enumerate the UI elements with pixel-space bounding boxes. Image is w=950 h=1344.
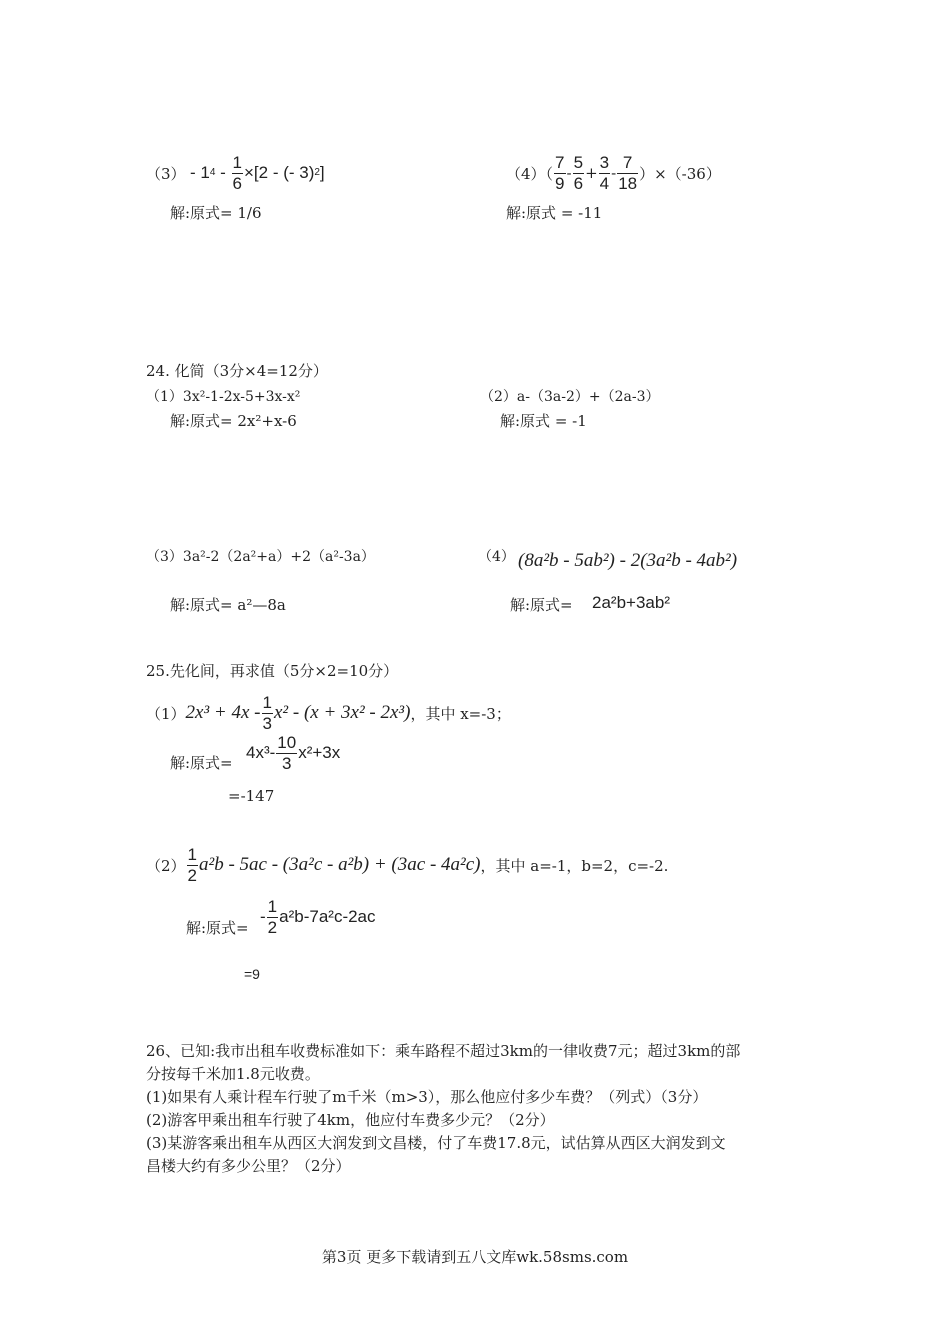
q25-p2-label: （2） — [146, 856, 186, 875]
q23-p3-label: （3） — [146, 165, 186, 183]
q24-p2-label: （2）a-（3a-2）+（2a-3） — [480, 389, 660, 405]
q24-p3-answer: 解:原式= a²—8a — [170, 596, 286, 614]
q25-p1-answer-prefix: 解:原式= — [170, 754, 233, 772]
q23-p4-frac-3: $\frac{3}{4}$ — [599, 152, 610, 193]
q24-p4-label: （4） — [478, 549, 515, 565]
q24-p1-label: （1）3x²-1-2x-5+3x-x² — [146, 389, 301, 405]
q23-p3-expression: - 1 4 - $\frac{1}{6}$ ×[2 - (- 3) 2 ] — [190, 152, 325, 193]
q25-title: 25.先化间，再求值（5分×2=10分） — [146, 662, 399, 680]
q25-p1-label: （1） — [146, 704, 186, 723]
q26-line-1: 26、已知:我市出租车收费标准如下：乘车路程不超过3km的一律收费7元；超过3km的部 — [146, 1042, 741, 1060]
q26-line-3: (1)如果有人乘计程车行驶了m千米（m>3），那么他应付多少车费？（列式）（3分） — [146, 1088, 708, 1106]
q25-p1-answer: 4x³- $\frac{10}{3}$ x²+3x — [246, 732, 341, 773]
q25-p1-result: =-147 — [228, 787, 275, 805]
q26-line-5: (3)某游客乘出租车从西区大润发到文昌楼，付了车费17.8元，试估算从西区大润发到文 — [146, 1134, 726, 1152]
q23-p3-row — [146, 163, 186, 184]
page-footer: 第3页 更多下载请到五八文库wk.58sms.com — [321, 1248, 629, 1266]
q23-p3-fraction: $\frac{1}{6}$ — [232, 152, 242, 193]
q24-p3-label: （3）3a²-2（2a²+a）+2（a²-3a） — [146, 549, 375, 565]
q24-title: 24. 化简（3分×4=12分） — [146, 362, 328, 380]
q24-p4-answer-prefix: 解:原式= — [510, 596, 573, 614]
q25-p1-fraction: $\frac{1}{3}$ — [262, 692, 272, 733]
q24-p2-answer: 解:原式 = -1 — [500, 412, 587, 430]
q24-p4-expression: (8a²b - 5ab²) - 2(3a²b - 4ab²) — [518, 550, 738, 571]
q23-p4-frac-1: $\frac{7}{9}$ — [555, 152, 565, 193]
q25-p2-answer-prefix: 解:原式= — [186, 919, 249, 937]
q24-p1-answer: 解:原式= 2x²+x-6 — [170, 412, 297, 430]
q25-p2-fraction: $\frac{1}{2}$ — [187, 844, 198, 885]
q23-p3-answer: 解:原式= 1/6 — [170, 204, 262, 222]
q25-p1-answer-fraction: $\frac{10}{3}$ — [277, 732, 297, 773]
q25-p2-answer: - $\frac{1}{2}$ a²b-7a²c-2ac — [260, 896, 376, 937]
q26-text — [146, 1040, 806, 1178]
q25-p1-row: （1） 2x³ + 4x - $\frac{1}{3}$ x² - (x + 3x² - 2x³) ，其中 x=-3； — [146, 692, 511, 733]
q25-p2-answer-fraction: $\frac{1}{2}$ — [267, 896, 278, 937]
q24-p4-answer: 2a²b+3ab² — [592, 593, 670, 612]
q26-line-2: 分按每千米加1.8元收费。 — [146, 1065, 320, 1083]
q23-p4-frac-4: $\frac{7}{18}$ — [618, 152, 638, 193]
q23-p4-answer: 解:原式 = -11 — [506, 204, 603, 222]
q25-p2-result: =9 — [244, 966, 260, 982]
q26-line-4: (2)游客甲乘出租车行驶了4km，他应付车费多少元？（2分） — [146, 1111, 555, 1129]
q23-p4-expression: （4）（ $\frac{7}{9}$ - $\frac{5}{6}$ + $\frac{3}{4}$ - $\frac{7}{18}$ ）×（-36） — [506, 152, 721, 193]
q23-p4-frac-2: $\frac{5}{6}$ — [573, 152, 584, 193]
q25-p2-row: （2） $\frac{1}{2}$ a²b - 5ac - (3a²c - a²b) + (3ac - 4a²c) ，其中 a=-1，b=2，c=-2. — [146, 844, 669, 885]
q26-line-6: 昌楼大约有多少公里？（2分） — [146, 1157, 351, 1175]
